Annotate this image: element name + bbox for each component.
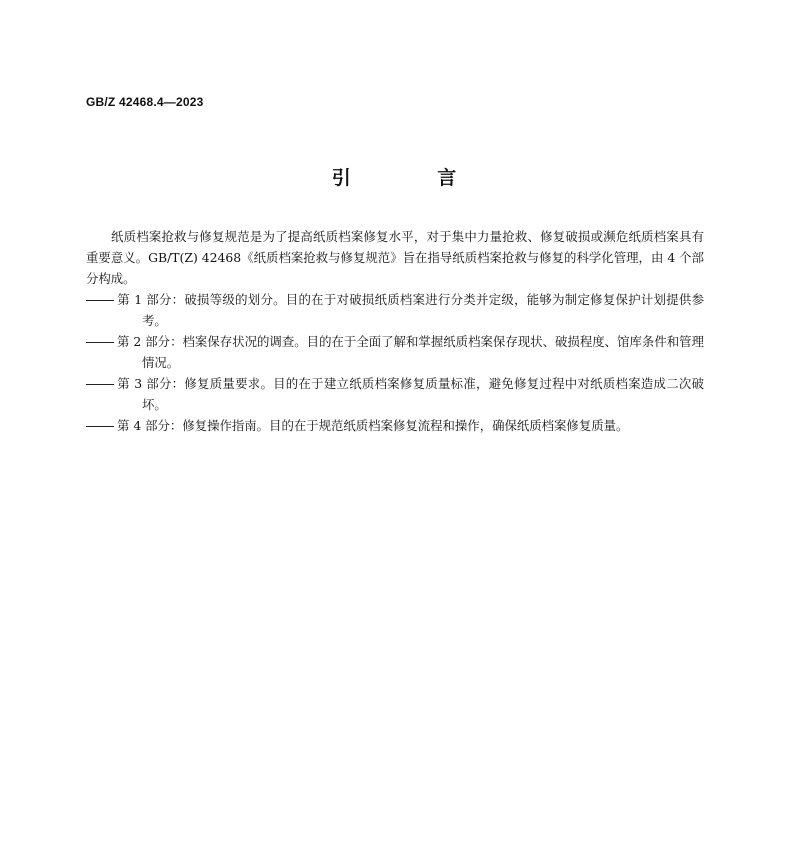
introduction-body bbox=[86, 226, 704, 436]
dash-marker bbox=[86, 289, 117, 310]
part-item-text: 第 2 部分：档案保存状况的调查。目的在于全面了解和掌握纸质档案保存现状、破损程度、馆库条件和管理情况。 bbox=[117, 334, 704, 370]
part-item-1 bbox=[86, 289, 704, 331]
part-item-4 bbox=[86, 415, 704, 436]
dash-marker bbox=[86, 415, 117, 436]
dash-marker bbox=[86, 331, 117, 352]
part-item-text: 第 4 部分：修复操作指南。目的在于规范纸质档案修复流程和操作，确保纸质档案修复质量。 bbox=[117, 418, 629, 433]
intro-paragraph: 纸质档案抢救与修复规范是为了提高纸质档案修复水平，对于集中力量抢救、修复破损或濒危纸质档案具有重要意义。GB/T(Z) 42468《纸质档案抢救与修复规范》旨在指导纸质档案抢救与修复的科学化管理，由 4 个部分构成。 bbox=[86, 229, 704, 286]
part-item-text: 第 3 部分：修复质量要求。目的在于建立纸质档案修复质量标准，避免修复过程中对纸质档案造成二次破坏。 bbox=[117, 376, 704, 412]
dash-marker bbox=[86, 373, 117, 394]
part-item-3 bbox=[86, 373, 704, 415]
part-item-text: 第 1 部分：破损等级的划分。目的在于对破损纸质档案进行分类并定级，能够为制定修复保护计划提供参考。 bbox=[117, 292, 704, 328]
part-item-2 bbox=[86, 331, 704, 373]
document-code: GB/Z 42468.4—2023 bbox=[86, 95, 204, 109]
page-title: 引 言 bbox=[331, 167, 497, 189]
